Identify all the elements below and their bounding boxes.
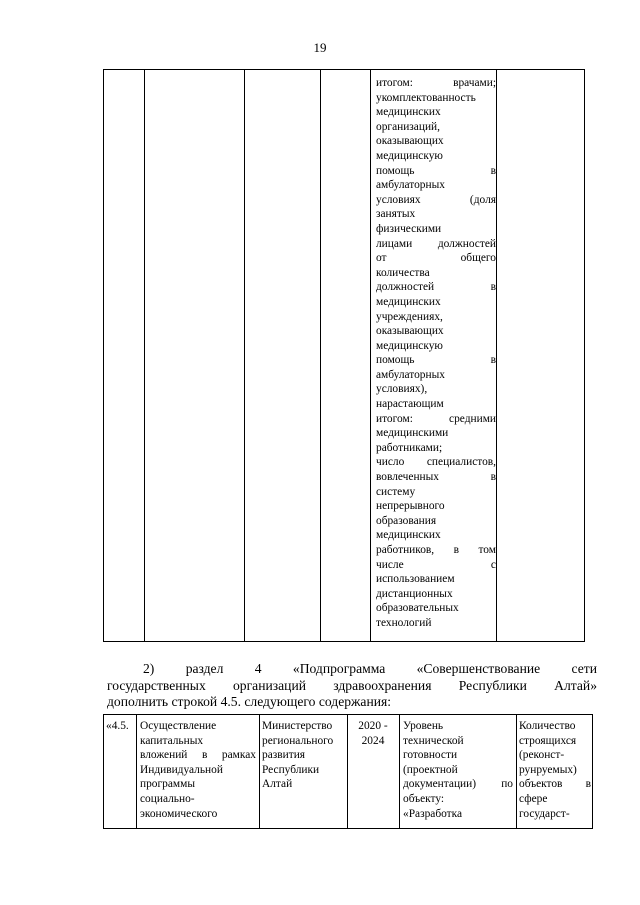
- indicator-line: работников, в том: [376, 544, 496, 556]
- cell-line: вложений в рамках: [140, 749, 256, 762]
- indicator-line: занятых: [376, 208, 416, 221]
- responsible-cell: [262, 719, 344, 792]
- cell-line: государст-: [519, 807, 570, 820]
- indicator-line: образования: [376, 514, 437, 527]
- indicator-line: медицинских: [376, 295, 441, 308]
- cell-line: капитальных: [140, 734, 204, 747]
- cell-line: 2024: [361, 734, 385, 747]
- cell-line: экономического: [140, 807, 218, 820]
- cell-line: Министерство: [262, 720, 333, 732]
- indicator-line: нарастающим: [376, 398, 444, 411]
- paragraph-line: дополнить строкой 4.5. следующего содержания:: [107, 694, 392, 709]
- indicator-line: медицинских: [376, 106, 441, 119]
- row-number: «4.5.: [106, 720, 129, 732]
- cell-line: строящихся: [519, 734, 577, 747]
- indicator-line: физическими: [376, 222, 442, 235]
- indicator-line: технологий: [376, 616, 432, 629]
- period-cell: [350, 719, 396, 748]
- cell-line: технической: [403, 734, 464, 747]
- indicator-line: лицами должностей: [376, 237, 496, 250]
- cell-line: социально-: [140, 792, 195, 805]
- activity-cell: [140, 719, 256, 821]
- new-row-table: [103, 714, 593, 829]
- indicator-line: итогом: средними: [376, 412, 496, 425]
- table-column-divider: [370, 70, 371, 641]
- cell-line: регионального: [262, 734, 334, 747]
- table-column-divider: [399, 715, 400, 828]
- cell-line: готовности: [403, 749, 458, 762]
- indicator-line: работниками;: [376, 441, 443, 454]
- indicator-line: дистанционных: [376, 587, 453, 600]
- indicator-line: помощь в: [376, 354, 496, 367]
- cell-line: 2020 -: [358, 720, 388, 732]
- indicator-line: использованием: [376, 573, 455, 586]
- indicator-line: систему: [376, 485, 416, 498]
- table-column-divider: [244, 70, 245, 641]
- indicator-line: условиях (доля: [376, 193, 496, 206]
- continuation-table: [103, 69, 585, 642]
- result-cell: [519, 719, 591, 821]
- table-column-divider: [347, 715, 348, 828]
- paragraph-line: 2) раздел 4 «Подпрограмма «Совершенствование сети: [143, 661, 597, 676]
- table-column-divider: [496, 70, 497, 641]
- page-number: 19: [313, 40, 327, 55]
- indicator-line: оказывающих: [376, 135, 444, 148]
- indicator-line: укомплектованность: [376, 91, 476, 104]
- cell-line: объектов в: [519, 778, 591, 791]
- indicator-line: непрерывного: [376, 500, 445, 513]
- amendment-paragraph: [107, 661, 597, 711]
- indicator-line: медицинскую: [376, 339, 443, 352]
- indicator-line: медицинских: [376, 529, 441, 542]
- cell-line: сфере: [519, 792, 548, 805]
- table-column-divider: [320, 70, 321, 641]
- indicator-line: медицинскую: [376, 149, 443, 162]
- cell-line: Уровень: [403, 720, 444, 732]
- table-column-divider: [259, 715, 260, 828]
- cell-line: Осуществление: [140, 720, 217, 732]
- cell-line: программы: [140, 778, 195, 791]
- indicator-line: вовлеченных в: [376, 471, 496, 484]
- indicator-line: помощь в: [376, 164, 496, 177]
- indicator-line: учреждениях,: [376, 310, 443, 323]
- cell-line: документации) по: [403, 778, 513, 791]
- cell-line: объекту:: [403, 792, 445, 805]
- indicator-line: должностей в: [376, 281, 496, 294]
- table-column-divider: [516, 715, 517, 828]
- indicator-line: образовательных: [376, 602, 459, 615]
- cell-line: развития: [262, 749, 306, 762]
- table-column-divider: [136, 715, 137, 828]
- cell-line: (реконст-: [519, 749, 565, 762]
- row-number-cell: [106, 719, 134, 734]
- paragraph-line: государственных организаций здравоохранения Республики Алтай»: [107, 677, 597, 693]
- indicator-line: от общего: [376, 252, 496, 265]
- indicator-line: числе с: [376, 558, 496, 571]
- indicator-line: медицинскими: [376, 427, 449, 440]
- cell-line: рунруемых): [519, 763, 577, 776]
- indicator-line: количества: [376, 266, 430, 279]
- indicator-line: амбулаторных: [376, 368, 445, 381]
- indicator-cell: [376, 76, 496, 631]
- indicator-line: оказывающих: [376, 325, 444, 338]
- indicator-line: условиях),: [376, 383, 428, 396]
- indicator-line: итогом: врачами;: [376, 77, 496, 89]
- cell-line: Алтай: [262, 778, 293, 791]
- indicator-description-cell: [403, 719, 513, 821]
- cell-line: (проектной: [403, 763, 458, 776]
- indicator-line: организаций,: [376, 120, 440, 133]
- cell-line: Индивидуальной: [140, 763, 223, 776]
- cell-line: Количество: [519, 720, 576, 732]
- indicator-line: число специалистов,: [376, 456, 496, 469]
- table-column-divider: [144, 70, 145, 641]
- indicator-line: амбулаторных: [376, 179, 445, 192]
- cell-line: Республики: [262, 763, 320, 776]
- cell-line: «Разработка: [403, 807, 463, 820]
